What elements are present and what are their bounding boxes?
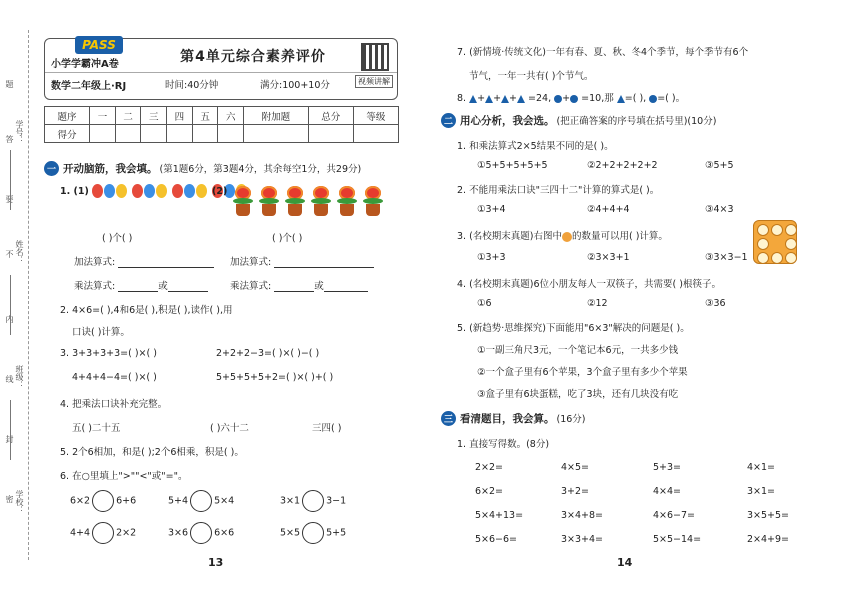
calc-item[interactable]: 5×5−14= — [653, 534, 702, 545]
score-cell[interactable] — [115, 125, 141, 143]
section-number: 二 — [441, 113, 456, 128]
choice-option[interactable]: ③盒子里有6块蛋糕，吃了3块，还有几块没有吃 — [477, 389, 679, 400]
compare-item: 3×6 6×6 — [168, 522, 234, 544]
page-number: 14 — [617, 556, 633, 569]
table-cell: 四 — [167, 107, 193, 125]
answer-line[interactable] — [274, 291, 314, 292]
calc-item[interactable]: 3×1= — [747, 486, 776, 497]
calc-item[interactable]: 4×6−7= — [653, 510, 696, 521]
q2-line2: 口诀( )计算。 — [72, 327, 130, 338]
calc-item[interactable]: 5+3= — [653, 462, 682, 473]
gutter-label: 不 — [5, 250, 14, 258]
compare-item: 5+4 5×4 — [168, 490, 234, 512]
table-cell: 五 — [192, 107, 218, 125]
table-cell: 题序 — [45, 107, 90, 125]
section-header-2 — [441, 112, 716, 128]
gutter-label: 答 — [5, 135, 14, 143]
q1-part1-label: 1. (1) — [60, 186, 89, 197]
table-cell: 六 — [218, 107, 244, 125]
q4-line: 4. 把乘法口诀补充完整。 — [60, 399, 168, 410]
answer-circle[interactable] — [92, 522, 114, 544]
choice-option[interactable]: ②3×3+1 — [587, 252, 630, 263]
time-limit: 时间:40分钟 — [165, 80, 219, 91]
choice-option[interactable]: ②一个盒子里有6个苹果，3个盒子里有多少个苹果 — [477, 367, 688, 378]
answer-circle[interactable] — [190, 522, 212, 544]
answer-line[interactable] — [118, 291, 158, 292]
triangle-icon — [501, 95, 509, 103]
answer-circle[interactable] — [190, 490, 212, 512]
egg-tart-icon — [562, 232, 572, 242]
table-row — [45, 107, 399, 125]
or-label: 或 — [314, 281, 324, 292]
q3-d: 5+5+5+5+2=( )×( )+( ) — [216, 372, 334, 383]
q7-line1: 7. (新情境·传统文化)一年有春、夏、秋、冬4个季节，每个季节有6个 — [457, 47, 749, 58]
score-cell[interactable] — [192, 125, 218, 143]
choice-option[interactable]: ①一副三角尺3元，一个笔记本6元，一共多少钱 — [477, 345, 679, 356]
or-label: 或 — [158, 281, 168, 292]
calc-item[interactable]: 3×3+4= — [561, 534, 604, 545]
gutter-label: 班级： — [15, 365, 24, 389]
triangle-icon — [485, 95, 493, 103]
choice-option[interactable]: ①3+3 — [477, 252, 506, 263]
score-cell[interactable] — [244, 125, 309, 143]
q8-line: 8. + + + =24, + =10,那 =( ), =( )。 — [457, 93, 686, 104]
choice-option[interactable]: ③36 — [705, 298, 726, 309]
page-number: 13 — [208, 556, 224, 569]
egg-tart-tray-picture — [753, 220, 797, 264]
section-title: 开动脑筋，我会填。 — [63, 162, 158, 175]
addition-label: 加法算式: — [74, 257, 116, 268]
choice-question: 4. (名校期末真题)6位小朋友每人一双筷子，共需要( )根筷子。 — [457, 279, 721, 290]
binding-gutter — [0, 0, 40, 595]
calc-item[interactable]: 2×4+9= — [747, 534, 790, 545]
section-title: 看清题目，我会算。 — [460, 412, 555, 425]
score-cell[interactable] — [218, 125, 244, 143]
paper-header — [44, 38, 398, 100]
table-cell: 等级 — [353, 107, 398, 125]
q4-c: 三四( ) — [312, 423, 342, 434]
pass-logo: PASS — [75, 36, 123, 54]
gutter-label: 线 — [5, 375, 14, 383]
calc-item[interactable]: 5×4+13= — [475, 510, 524, 521]
q4-b: ( )六十二 — [210, 423, 249, 434]
answer-line[interactable] — [118, 267, 214, 268]
section-title: 用心分析，我会选。 — [460, 114, 555, 127]
section-note: (第1题6分，第3题4分，其余每空1分，共29分) — [159, 164, 362, 175]
section-number: 三 — [441, 411, 456, 426]
calc-question: 1. 直接写得数。(8分) — [457, 439, 550, 450]
left-page — [0, 0, 420, 595]
gutter-label: 学号： — [15, 120, 24, 144]
choice-option[interactable]: ①6 — [477, 298, 492, 309]
score-cell[interactable] — [167, 125, 193, 143]
table-cell: 一 — [90, 107, 116, 125]
gutter-label: 封 — [5, 435, 14, 443]
calc-item[interactable]: 2×2= — [475, 462, 504, 473]
q3-a: 3. 3+3+3+3=( )×( ) — [60, 348, 157, 359]
table-cell: 三 — [141, 107, 167, 125]
choice-option[interactable]: ①3+4 — [477, 204, 506, 215]
qr-code-icon[interactable] — [361, 43, 389, 71]
choice-option[interactable]: ③5+5 — [705, 160, 734, 171]
multiplication-label: 乘法算式: — [230, 281, 272, 292]
choice-question: 1. 和乘法算式2×5结果不同的是( )。 — [457, 141, 614, 152]
answer-line[interactable] — [168, 291, 208, 292]
answer-circle[interactable] — [302, 522, 324, 544]
multiplication-label: 乘法算式: — [74, 281, 116, 292]
cut-line — [28, 30, 29, 560]
video-label: 视频讲解 — [355, 75, 393, 88]
choice-question: 2. 不能用乘法口诀"三四十二"计算的算式是( )。 — [457, 185, 660, 196]
fill-line — [10, 150, 11, 210]
calc-item[interactable]: 6×2= — [475, 486, 504, 497]
choice-question: 3. (名校期末真题)右图中 的数量可以用( )计算。 — [457, 231, 668, 242]
q1-answer-blank[interactable]: ( )个( ) — [102, 233, 133, 244]
score-cell[interactable] — [90, 125, 116, 143]
right-page — [421, 0, 842, 595]
triangle-icon — [517, 95, 525, 103]
q4-a: 五( )二十五 — [72, 423, 121, 434]
answer-circle[interactable] — [92, 490, 114, 512]
choice-option[interactable]: ②12 — [587, 298, 608, 309]
compare-item: 5×5 5+5 — [280, 522, 346, 544]
section-header-1 — [44, 160, 361, 176]
q1-part2-label: (2) — [212, 186, 228, 197]
circle-icon — [554, 95, 562, 103]
fill-line — [10, 275, 11, 335]
q1-answer-blank[interactable]: ( )个( ) — [272, 233, 303, 244]
choice-option[interactable]: ①5+5+5+5+5 — [477, 160, 548, 171]
page-title: 第4单元综合素养评价 — [180, 49, 326, 65]
q2-line1: 2. 4×6=( ),4和6是( ),积是( ),读作( ),用 — [60, 305, 233, 316]
compare-item: 4+4 2×2 — [70, 522, 136, 544]
series-name: 小学学霸冲A卷 — [51, 59, 119, 70]
choice-option[interactable]: ②2+2+2+2+2 — [587, 160, 658, 171]
choice-option[interactable]: ③3×3−1 — [705, 252, 748, 263]
compare-item: 6×2 6+6 — [70, 490, 136, 512]
q3-b: 2+2+2−3=( )×( )−( ) — [216, 348, 320, 359]
divider — [45, 72, 397, 73]
answer-line[interactable] — [324, 291, 368, 292]
answer-circle[interactable] — [302, 490, 324, 512]
q3-c: 4+4+4−4=( )×( ) — [72, 372, 157, 383]
flower-pot-picture — [232, 186, 388, 216]
section-number: 一 — [44, 161, 59, 176]
table-cell: 附加题 — [244, 107, 309, 125]
gutter-label: 学校： — [15, 490, 24, 514]
calc-item[interactable]: 3×5+5= — [747, 510, 790, 521]
gutter-label: 要 — [5, 195, 14, 203]
gutter-label: 内 — [5, 315, 14, 323]
calc-item[interactable]: 3×4+8= — [561, 510, 604, 521]
addition-label: 加法算式: — [230, 257, 272, 268]
fill-line — [10, 400, 11, 460]
answer-line[interactable] — [274, 267, 374, 268]
choice-option[interactable]: ②4+4+4 — [587, 204, 630, 215]
calc-item[interactable]: 4×5= — [561, 462, 590, 473]
section-header-3 — [441, 410, 586, 426]
q7-line2: 节气，一年一共有( )个节气。 — [469, 71, 594, 82]
table-cell: 得分 — [45, 125, 90, 143]
score-cell[interactable] — [308, 125, 353, 143]
subject-grade: 数学二年级上·RJ — [51, 81, 127, 92]
section-note: (16分) — [556, 414, 586, 425]
q5-line: 5. 2个6相加，和是( );2个6相乘，积是( )。 — [60, 447, 244, 458]
choice-question: 5. (新趋势·思维探究)下面能用"6×3"解决的问题是( )。 — [457, 323, 690, 334]
gutter-label: 姓名： — [15, 240, 24, 264]
calc-item[interactable]: 5×6−6= — [475, 534, 518, 545]
choice-option[interactable]: ③4×3 — [705, 204, 734, 215]
compare-item: 3×1 3−1 — [280, 490, 346, 512]
score-table — [44, 106, 399, 143]
calc-item[interactable]: 3+2= — [561, 486, 590, 497]
q6-line: 6. 在○里填上">""<"或"="。 — [60, 471, 188, 482]
calc-item[interactable]: 4×4= — [653, 486, 682, 497]
triangle-icon — [617, 95, 625, 103]
calc-item[interactable]: 4×1= — [747, 462, 776, 473]
score-cell[interactable] — [141, 125, 167, 143]
table-cell: 总分 — [308, 107, 353, 125]
gutter-label: 密 — [5, 495, 14, 503]
section-note: (把正确答案的序号填在括号里)(10分) — [556, 116, 717, 127]
circle-icon — [570, 95, 578, 103]
table-row — [45, 125, 399, 143]
full-marks: 满分:100+10分 — [260, 80, 330, 91]
gutter-label: 题 — [5, 80, 14, 88]
score-cell[interactable] — [353, 125, 398, 143]
triangle-icon — [469, 95, 477, 103]
table-cell: 二 — [115, 107, 141, 125]
